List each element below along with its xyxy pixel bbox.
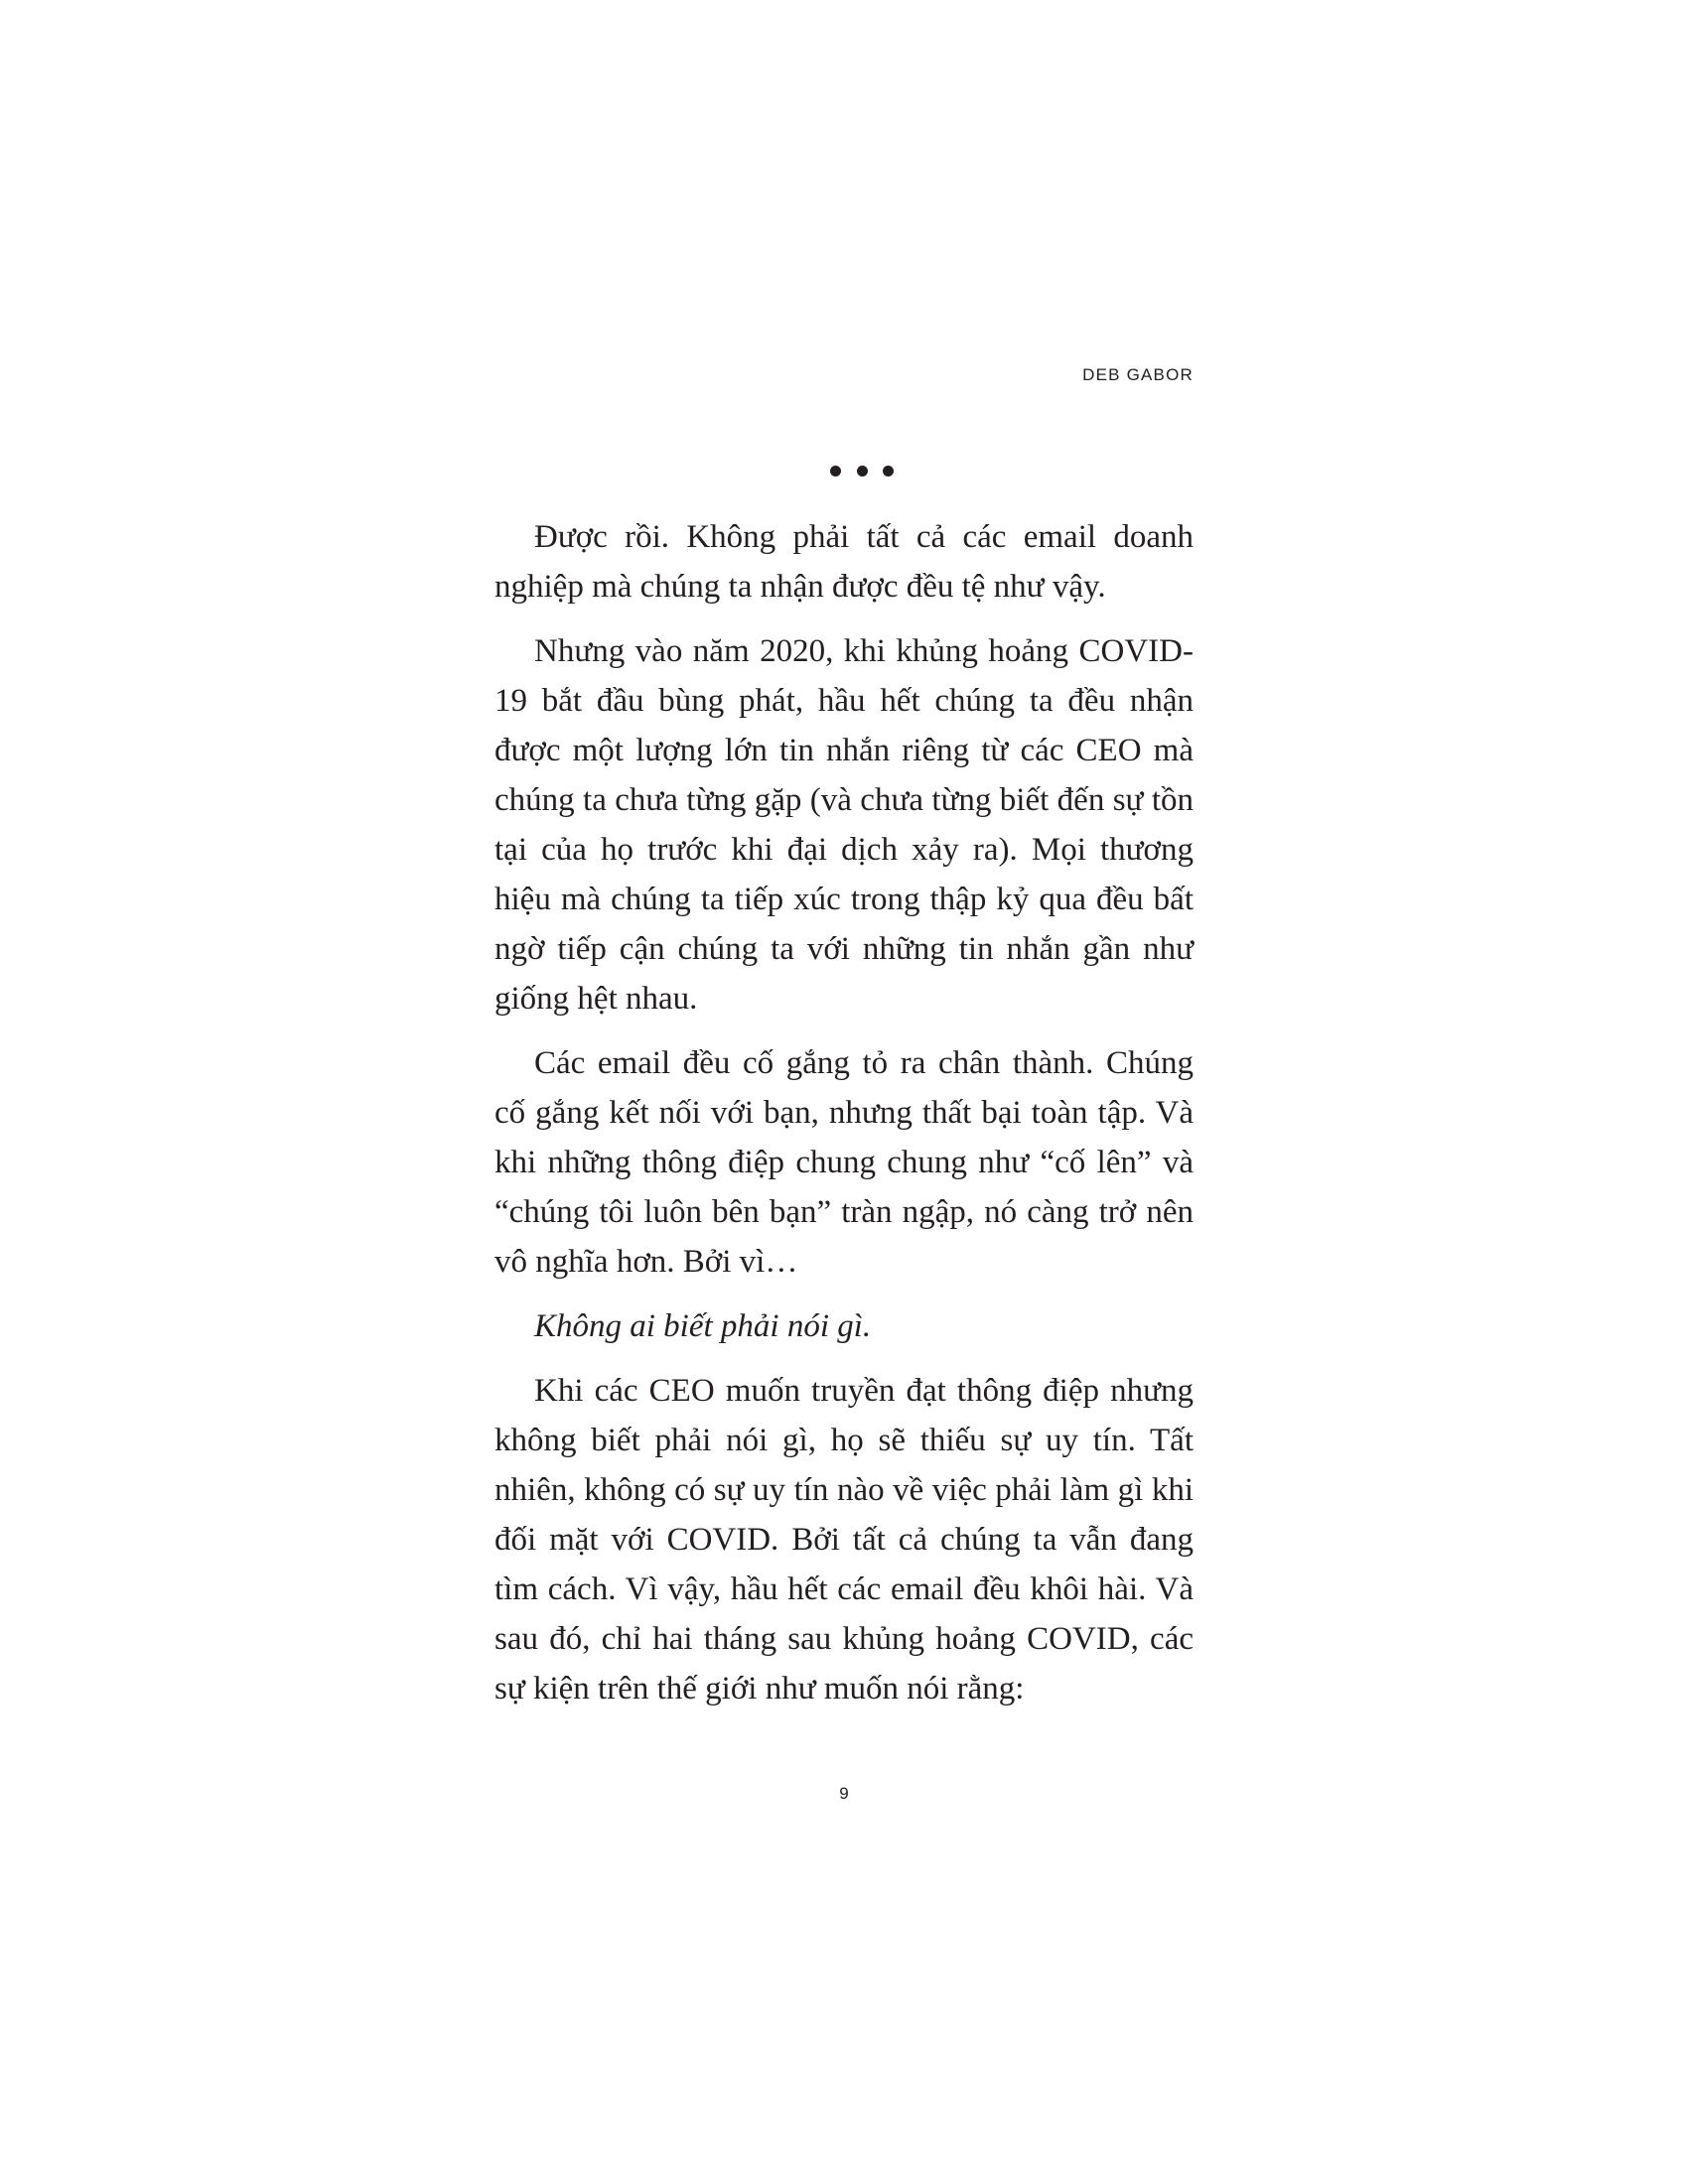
section-break-ornament [830, 459, 894, 482]
paragraph: Được rồi. Không phải tất cả các email doanh nghiệp mà chúng ta nhận được đều tệ như vậy. [494, 519, 1194, 605]
paragraph: Các email đều cố gắng tỏ ra chân thành. Chúng cố gắng kết nối với bạn, nhưng thất bại toàn tập. Và khi những thông điệp chung chung như “cố lên” và “chúng tôi luôn bên bạn” tràn ngập, nó càng trở nên vô nghĩa hơn. Bởi vì… [494, 1045, 1194, 1280]
paragraph: Nhưng vào năm 2020, khi khủng hoảng COVID-19 bắt đầu bùng phát, hầu hết chúng ta đều nhận được một lượng lớn tin nhắn riêng từ các CEO mà chúng ta chưa từng gặp (và chưa từng biết đến sự tồn tại của họ trước khi đại dịch xảy ra). Mọi thương hiệu mà chúng ta tiếp xúc trong thập kỷ qua đều bất ngờ tiếp cận chúng ta với những tin nhắn gần như giống hệt nhau. [494, 633, 1194, 1017]
page-number: 9 [839, 1784, 849, 1803]
ornament-dot [830, 466, 841, 477]
paragraph: Khi các CEO muốn truyền đạt thông điệp nhưng không biết phải nói gì, họ sẽ thiếu sự uy tín. Tất nhiên, không có sự uy tín nào về việc phải làm gì khi đối mặt với COVID. Bởi tất cả chúng ta vẫn đang tìm cách. Vì vậy, hầu hết các email đều khôi hài. Và sau đó, chỉ hai tháng sau khủng hoảng COVID, các sự kiện trên thế giới như muốn nói rằng: [494, 1373, 1194, 1706]
italic-paragraph: Không ai biết phải nói gì. [534, 1308, 872, 1344]
body-text [494, 512, 1194, 1728]
ornament-dot [857, 466, 868, 477]
ornament-dot [883, 466, 894, 477]
running-head: DEB GABOR [1082, 365, 1194, 384]
